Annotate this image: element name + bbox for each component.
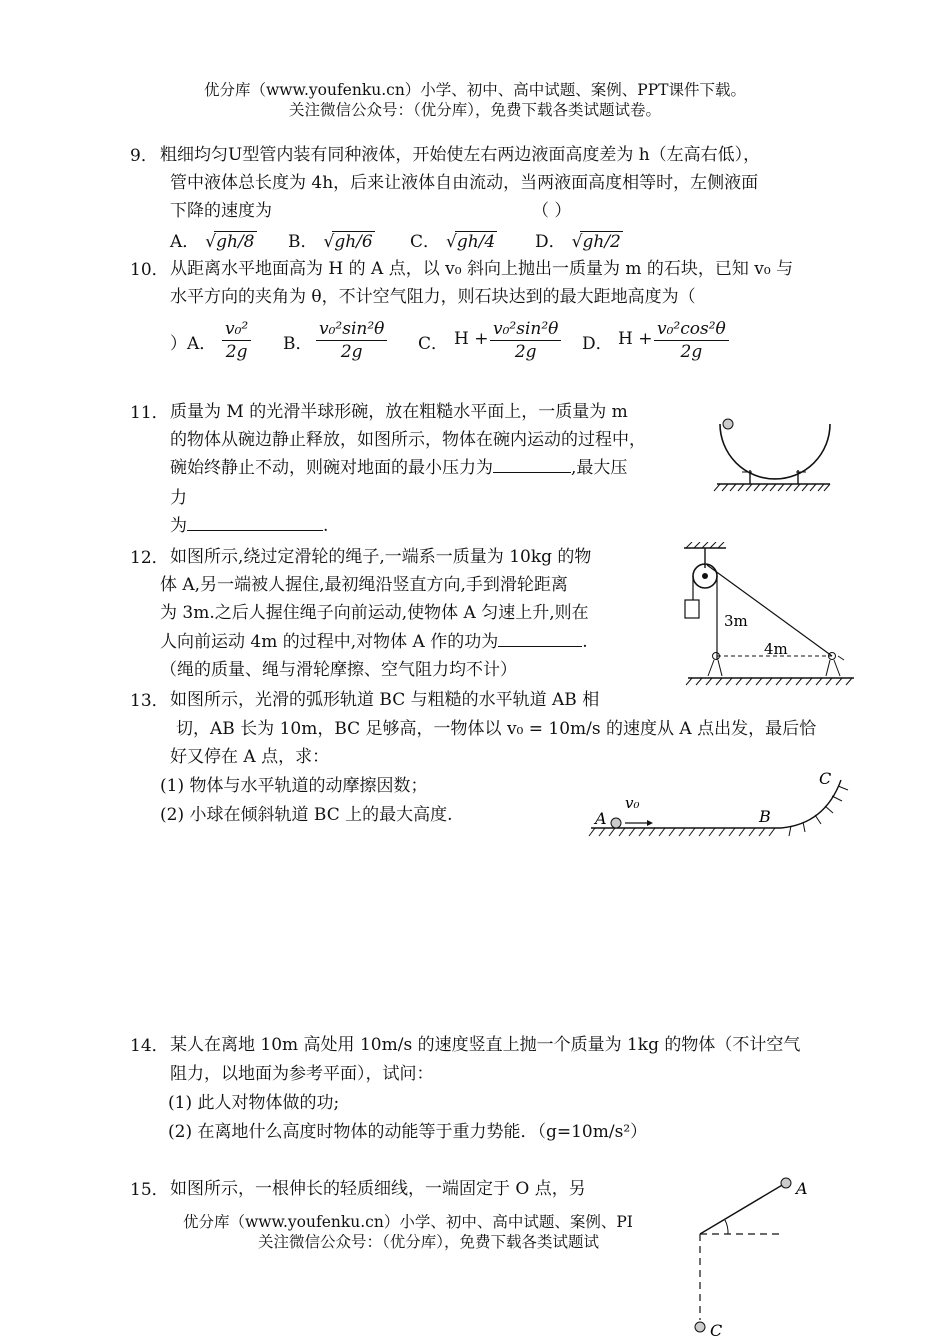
label-a: A — [595, 809, 607, 828]
option-c: C． √gh/4 — [410, 232, 496, 252]
question-number: 9． — [130, 146, 158, 166]
question-text: 某人在离地 10m 高处用 10m/s 的速度竖直上抛一个质量为 1kg 的物体（不计空气 — [170, 1035, 801, 1055]
option-d: D． — [582, 334, 613, 354]
label-a: A — [796, 1179, 808, 1198]
pulley-figure — [678, 542, 856, 688]
question-text: 从距离水平地面高为 H 的 A 点，以 v₀ 斜向上抛出一质量为 m 的石块，已知 v₀ 与 — [170, 259, 794, 279]
question-text: 力 — [170, 488, 187, 508]
option-c-plus: H + — [454, 329, 489, 349]
question-text: 为 3m.之后人握住绳子向前运动,使物体 A 匀速上升,则在 — [160, 603, 589, 623]
question-number: 14． — [130, 1036, 169, 1056]
option-d-fraction: $\frac{\text{v₀²cos²θ}}{2g}$ — [654, 318, 729, 363]
label-c: C — [710, 1321, 723, 1340]
question-text: 碗始终静止不动，则碗对地面的最小压力为 ,最大压 — [170, 458, 628, 478]
bowl-figure — [712, 412, 837, 494]
block-a — [685, 600, 699, 618]
option-b-fraction: $\frac{\text{v₀²sin²θ}}{2g}$ — [316, 318, 387, 363]
footer-line-2: 关注微信公众号：（优分库），免费下载各类试题试 — [258, 1233, 600, 1251]
sub-question-1: (1) 此人对物体做的功; — [168, 1093, 340, 1113]
question-text: 切，AB 长为 10m，BC 足够高，一物体以 v₀ = 10m/s 的速度从 A 点出发，最后恰 — [176, 719, 817, 739]
question-number: 11． — [130, 403, 169, 423]
bowl-arc — [720, 424, 830, 479]
question-text: 质量为 M 的光滑半球形碗，放在粗糙水平面上，一质量为 m — [170, 402, 628, 422]
sub-question-1: (1) 物体与水平轨道的动摩擦因数； — [160, 776, 428, 796]
option-c: C． — [418, 334, 449, 354]
header-line-1: 优分库（www.youfenku.cn）小学、初中、高中试题、案例、PPT课件下载。 — [203, 81, 747, 99]
label-v0: v₀ — [625, 794, 640, 812]
ball — [611, 818, 621, 828]
label-c: C — [819, 769, 832, 788]
distance-label: 4m — [764, 640, 788, 658]
question-text: 粗细均匀U型管内装有同种液体，开始使左右两边液面高度差为 h（左高右低）， — [160, 145, 761, 165]
question-text: 好又停在 A 点，求： — [170, 747, 330, 767]
question-text: 如图所示，一根伸长的轻质细线，一端固定于 O 点，另 — [170, 1179, 586, 1199]
question-text: 管中液体总长度为 4h，后来让液体自由流动，当两液面高度相等时，左侧液面 — [170, 173, 759, 193]
height-label: 3m — [724, 612, 748, 630]
option-a: ）A． — [170, 334, 217, 354]
footer-line-1: 优分库（www.youfenku.cn）小学、初中、高中试题、案例、PI — [183, 1213, 633, 1231]
option-c-fraction: $\frac{\text{v₀²sin²θ}}{2g}$ — [490, 318, 561, 363]
string — [700, 1184, 784, 1234]
question-text: 如图所示,绕过定滑轮的绳子,一端系一质量为 10kg 的物 — [170, 547, 592, 567]
pendulum-figure — [688, 1170, 818, 1340]
question-text: （绳的质量、绳与滑轮摩擦、空气阻力均不计） — [160, 660, 517, 680]
answer-blank — [498, 646, 582, 647]
sub-question-2: (2) 小球在倾斜轨道 BC 上的最大高度. — [160, 805, 453, 825]
track-bc — [781, 780, 841, 828]
question-number: 10． — [130, 260, 169, 280]
option-a: A． √gh/8 — [170, 232, 255, 252]
answer-paren: （ ） — [532, 201, 572, 221]
option-d-plus: H + — [618, 329, 653, 349]
ball-a — [781, 1178, 791, 1188]
sub-question-2: (2) 在离地什么高度时物体的动能等于重力势能．（g=10m/s²） — [168, 1122, 648, 1142]
question-text: 人向前运动 4m 的过程中,对物体 A 作的功为 . — [160, 632, 588, 652]
question-number: 13． — [130, 691, 169, 711]
question-text: 为 . — [170, 516, 329, 536]
question-text: 体 A,另一端被人握住,最初绳沿竖直方向,手到滑轮距离 — [160, 575, 568, 595]
answer-blank — [187, 530, 323, 531]
question-number: 12． — [130, 548, 169, 568]
object-ball — [723, 419, 733, 429]
question-text: 的物体从碗边静止释放，如图所示，物体在碗内运动的过程中， — [170, 430, 646, 450]
option-b: B． √gh/6 — [288, 232, 373, 252]
label-b: B — [759, 807, 771, 826]
ball-c — [695, 1322, 705, 1332]
question-text: 阻力，以地面为参考平面），试问： — [170, 1064, 434, 1084]
question-text: 如图所示，光滑的弧形轨道 BC 与粗糙的水平轨道 AB 相 — [170, 690, 600, 710]
question-text: 水平方向的夹角为 θ，不计空气阻力，则石块达到的最大距地高度为（ — [170, 287, 696, 307]
track-figure — [585, 766, 855, 844]
answer-blank — [493, 472, 571, 473]
option-d: D． √gh/2 — [535, 232, 621, 252]
header-line-2: 关注微信公众号：（优分库），免费下载各类试题试卷。 — [288, 101, 661, 119]
option-b: B． — [283, 334, 313, 354]
option-a-fraction: $\frac{\text{v₀²}}{2g}$ — [222, 318, 251, 363]
question-text: 下降的速度为 — [170, 201, 272, 221]
question-number: 15． — [130, 1180, 169, 1200]
